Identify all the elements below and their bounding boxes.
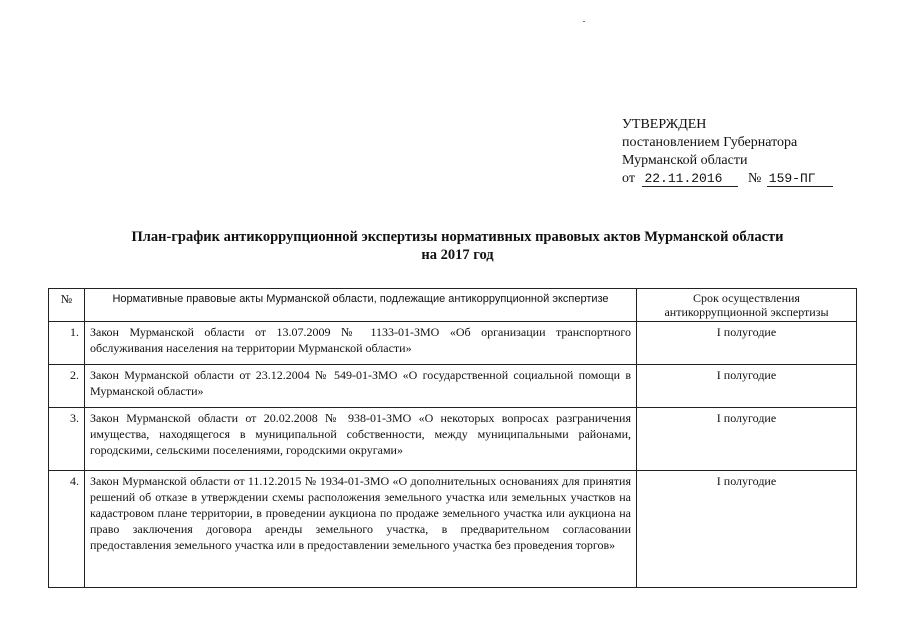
row-term: I полугодие (637, 322, 857, 365)
scan-speck (583, 21, 585, 22)
document-title-line-1: План-график антикоррупционной экспертизы нормативных правовых актов Мурманской области (131, 229, 784, 245)
row-act: Закон Мурманской области от 11.12.2015 № 1934-01-ЗМО «О дополнительных основаниях для принятия решений об отказе в утверждении схемы расположения земельного участка или земельных участков на кадастровом плане территории, в проведении аукциона по продаже земельного участка или аукциона на право заключения договора аренды земельного участка, в предварительном согласовании предоставления земельного участка или в предоставлении земельного участка без проведения торгов» (85, 471, 637, 588)
table-row (49, 471, 857, 588)
document-title (100, 228, 815, 264)
table-row (49, 365, 857, 408)
table-row (49, 408, 857, 471)
row-number: 4. (49, 471, 85, 588)
approval-number-prefix: № (747, 171, 762, 186)
row-number: 3. (49, 408, 85, 471)
header-number: № (49, 289, 85, 322)
approval-number: 159-ПГ (767, 172, 833, 187)
document-title-line-2: на 2017 год (421, 247, 494, 263)
approval-date-prefix: от (622, 171, 635, 186)
header-term: Срок осуществления антикоррупционной экспертизы (637, 289, 857, 322)
row-term: I полугодие (637, 471, 857, 588)
row-act: Закон Мурманской области от 13.07.2009 № 1133-01-ЗМО «Об организации транспортного обслуживания населения на территории Мурманской области» (85, 322, 637, 365)
approval-line-decree: постановлением Губернатора (622, 135, 798, 150)
approval-line-region: Мурманской области (622, 153, 748, 168)
approval-date-row (622, 171, 833, 186)
approval-stamp (622, 116, 892, 188)
row-number: 1. (49, 322, 85, 365)
row-act: Закон Мурманской области от 23.12.2004 № 549-01-ЗМО «О государственной социальной помощи в Мурманской области» (85, 365, 637, 408)
row-term: I полугодие (637, 408, 857, 471)
row-term: I полугодие (637, 365, 857, 408)
approval-heading: УТВЕРЖДЕН (622, 117, 707, 132)
row-number: 2. (49, 365, 85, 408)
table-header-row (49, 289, 857, 322)
plan-table (48, 288, 857, 588)
row-act: Закон Мурманской области от 20.02.2008 № 938-01-ЗМО «О некоторых вопросах разграничения имущества, находящегося в муниципальной собственности, между муниципальными районами, городскими, сельскими поселениями, городскими округами» (85, 408, 637, 471)
approval-date: 22.11.2016 (642, 172, 738, 187)
header-acts: Нормативные правовые акты Мурманской области, подлежащие антикоррупционной экспертизе (85, 289, 637, 322)
table-row (49, 322, 857, 365)
